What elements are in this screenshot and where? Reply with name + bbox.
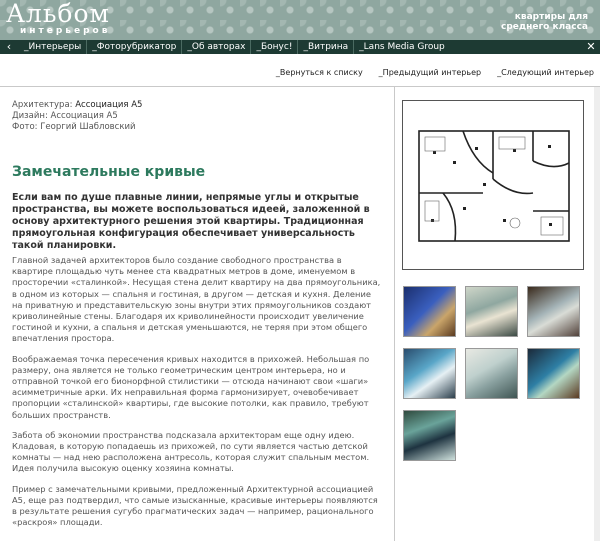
logo-title: Альбом	[6, 0, 110, 28]
article-body	[12, 255, 384, 537]
nav-bonus[interactable]: _Бонус!	[256, 42, 293, 52]
interior-navigation	[276, 68, 594, 77]
column-divider	[394, 87, 395, 541]
left-arrow-icon[interactable]: ‹	[6, 40, 12, 53]
nav-separator	[86, 40, 87, 54]
credit-photo	[12, 122, 142, 133]
divider	[0, 86, 600, 87]
site-header	[0, 0, 600, 40]
tagline-line1: квартиры для	[514, 12, 588, 22]
floor-plan-drawing	[403, 101, 583, 269]
article-title: Замечательные кривые	[12, 164, 206, 180]
logo-subtitle: интерьеров	[20, 26, 111, 36]
gallery-thumbnail[interactable]	[403, 410, 456, 461]
article-paragraph: Пример с замечательными кривыми, предложенный Архитектурной ассоциацией А5, еще раз подтвердил, что самые изысканные, красивые интерьеры появляются в результате решения сугубо прагматических задач — например, рационального «раскроя» площади.	[12, 483, 378, 528]
credit-value: Ассоциация А5	[50, 111, 118, 121]
credit-label: Дизайн:	[12, 111, 48, 121]
article-paragraph: Воображаемая точка пересечения кривых находится в прихожей. Небольшая по размеру, она является не только геометрическим центром интерьера, но и отправной точкой его бионорфной стилистики — отсюда начинают свои «шаги» асимметричные арки. Их неправильная форма гармонизирует, очевобечивает пропорции «сталинской» квартиры, где высокие потолки, как правило, требуют больших пространств.	[12, 353, 370, 420]
nav-showcase[interactable]: _Витрина	[303, 42, 349, 52]
credit-label: Фото:	[12, 122, 38, 132]
nav-separator	[250, 40, 251, 54]
tagline-line2: среднего класса	[500, 22, 588, 32]
floor-plan[interactable]	[402, 100, 584, 270]
nav-photo-rubricator[interactable]: _Фоторубрикатор	[92, 42, 177, 52]
article-lead: Если вам по душе плавные линии, непрямые углы и открытые пространства, вы можете воспользоваться идеей, заложенной в основу архитектурного решения этой квартиры. Традиционная прямоугольная конфигурация обеспечивает универсальность такой планировки.	[12, 192, 370, 251]
main-nav	[0, 40, 600, 54]
gallery-thumbnail[interactable]	[403, 348, 456, 399]
nav-lans-media-group[interactable]: _Lans Media Group	[359, 42, 445, 52]
gallery-thumbnail[interactable]	[527, 286, 580, 337]
gallery-thumbnail[interactable]	[465, 286, 518, 337]
close-icon[interactable]: ✕	[586, 40, 596, 53]
credit-value: Ассоциация А5	[75, 100, 143, 110]
back-to-list-link[interactable]: _Вернуться к списку	[275, 68, 363, 77]
nav-interiors[interactable]: _Интерьеры	[24, 42, 82, 52]
article-paragraph: Забота об экономии пространства подсказала архитекторам еще одну идею. Кладовая, в которую попадаешь из прихожей, по сути является частью детской комнаты — над нею расположена антресоль, которая служит спальным местом. Идея получила высокую оценку хозяина комнаты.	[12, 429, 370, 474]
nav-about-authors[interactable]: _Об авторах	[187, 42, 246, 52]
previous-interior-link[interactable]: _Предыдущий интерьер	[378, 68, 482, 77]
site-logo[interactable]	[6, 2, 110, 36]
credit-value: Георгий Шабловский	[40, 122, 136, 132]
credit-design	[12, 111, 142, 122]
article-paragraph: Главной задачей архитекторов было создание свободного пространства в квартире площадью чуть менее ста квадратных метров в доме, именуемом в просторечии «сталинкой». Несущая стена делит квартиру на два прямоугольника, в одном из которых — спальня и гостиная, в другом — детская и кухня. Деление на приватную и представительскую зоны внутри этих прямоугольников создают криволинейные стены. Благодаря их криволинейности происходит увеличение гостиной и кухни, а спальня и детская уменьшаются, не теряя при этом общего впечатления простора.	[12, 255, 381, 344]
page-scrollbar[interactable]	[594, 87, 600, 541]
credit-label: Архитектура:	[12, 100, 73, 110]
site-tagline	[501, 12, 588, 32]
credit-architecture	[12, 100, 142, 111]
nav-separator	[353, 40, 354, 54]
gallery-thumbnail[interactable]	[527, 348, 580, 399]
next-interior-link[interactable]: _Следующий интерьер	[497, 68, 594, 77]
nav-separator	[181, 40, 182, 54]
nav-separator	[297, 40, 298, 54]
credits	[12, 100, 142, 133]
gallery-thumbnail[interactable]	[465, 348, 518, 399]
gallery-thumbnail[interactable]	[403, 286, 456, 337]
